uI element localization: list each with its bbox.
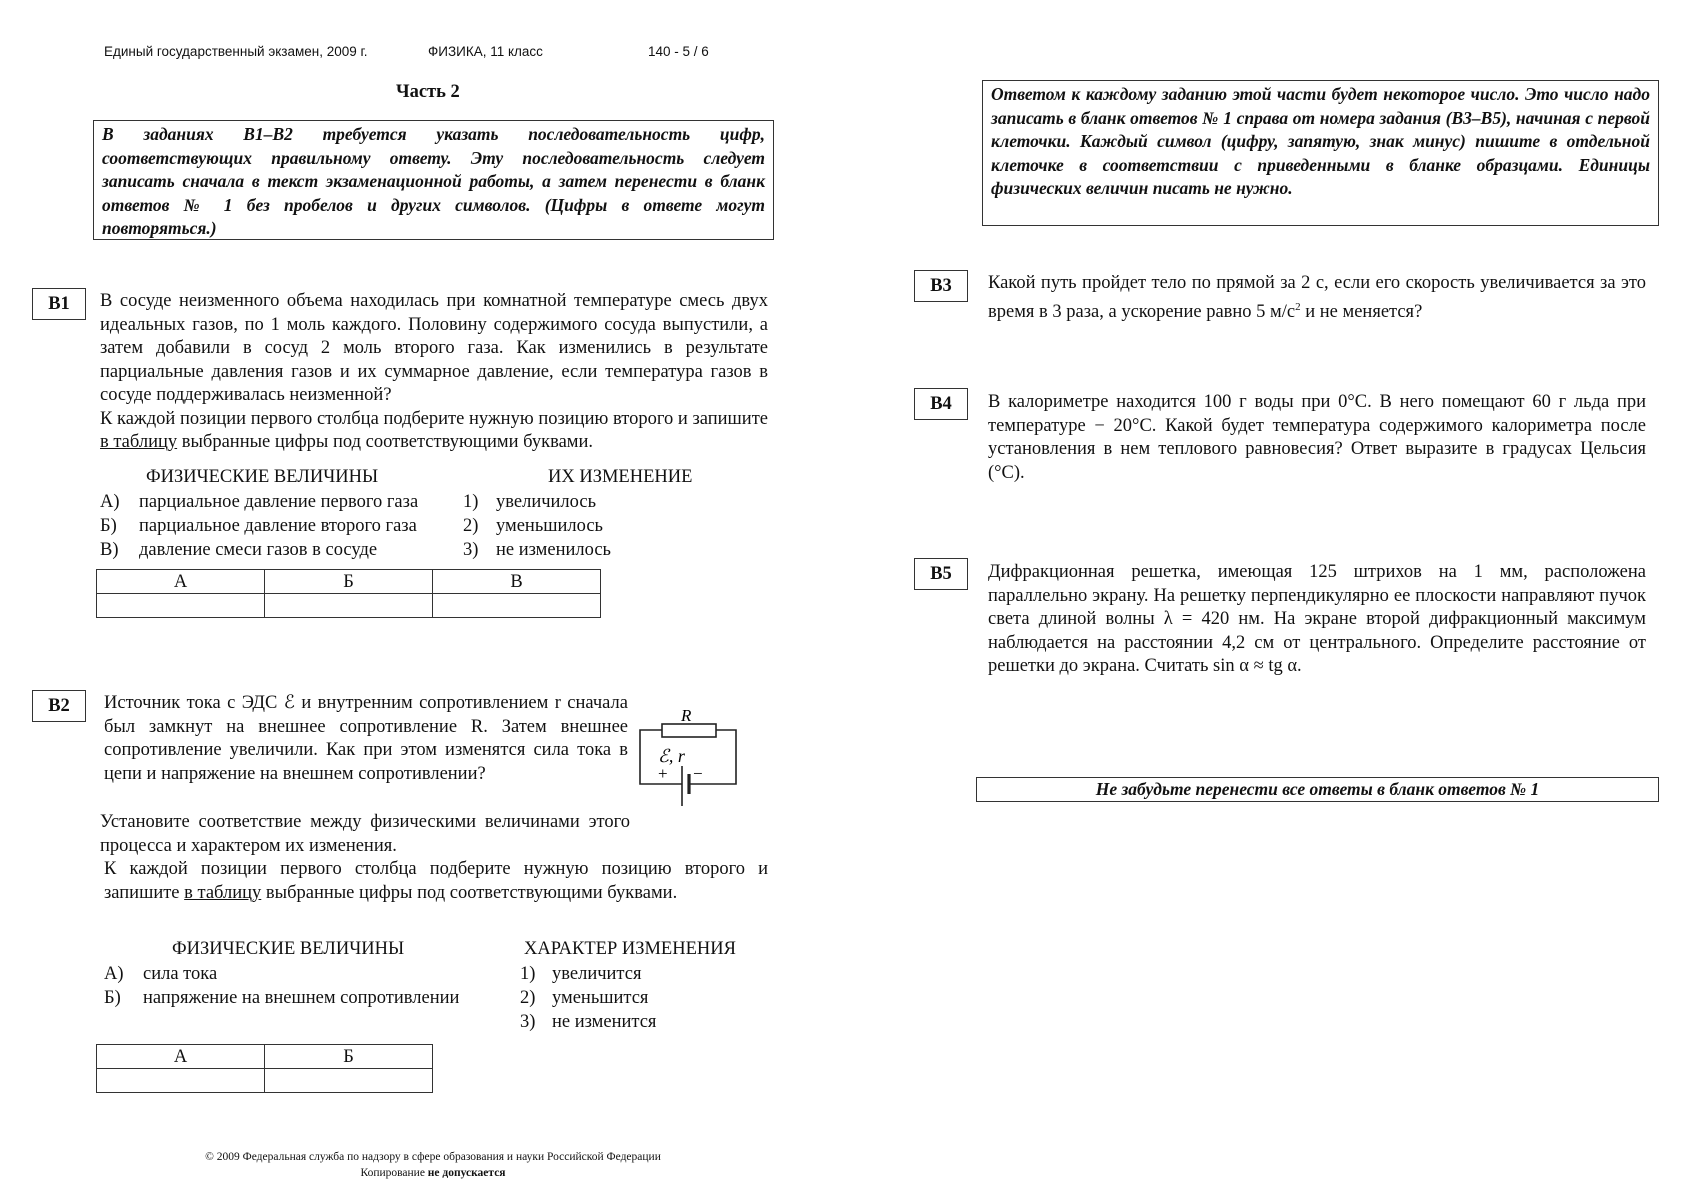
circuit-diagram [636,706,742,810]
b1-right-item: 2) [463,516,479,536]
b2-right-item-text: не изменится [552,1012,657,1032]
b2-question: Источник тока с ЭДС ℰ и внутренним сопротивлением r сначала был замкнут на внешнее сопротивление R. Затем внешнее сопротивление увеличили. Как при этом изменятся сила тока в цепи и напряжение на внешнем сопротивлении? [104,693,628,784]
b1-right-item-text: увеличилось [496,492,597,512]
subject-title: ФИЗИКА, 11 класс [428,44,543,59]
task-b1-text [100,290,768,455]
b1-answer-cell[interactable] [265,594,433,618]
resistor-icon [662,724,716,737]
b2-answer-table [96,1044,433,1093]
part-title: Часть 2 [396,82,460,102]
b2-right-item-text: увеличится [552,964,642,984]
b1-right-item-text: уменьшилось [496,516,603,536]
b1-table-header: Б [265,570,433,594]
b2-right-item: 2) [520,988,536,1008]
task-label-b4: B4 [914,388,968,420]
b5-question: Дифракционная решетка, имеющая 125 штрихов на 1 мм, расположена параллельно экрану. На решетку перпендикулярно ее плоскости направляют пучок света длиной волны λ = 420 нм. На экране второй дифракционный максимум наблюдается на расстоянии 4,2 см от центрального. Определите расстояние от решетки до экрана. Считать sin α ≈ tg α. [988,562,1646,676]
b1-left-item-text: парциальное давление второго газа [139,516,417,536]
source-label: ℰ, r [658,746,685,766]
b2-left-item-text: сила тока [143,964,218,984]
b1-right-item-text: не изменилось [496,540,611,560]
plus-sign: + [658,764,668,783]
copyright-line: © 2009 Федеральная служба по надзору в сфере образования и науки Российской Федерации [205,1151,661,1163]
minus-sign: − [693,764,703,783]
instruction-left: В заданиях В1–В2 требуется указать последовательность цифр, соответствующих правильному ответу. Эту последовательность следует записать сначала в текст экзаменационной работы, а затем перенести в бланк ответов № 1 без пробелов и других символов. (Цифры в ответе могут повторяться.) [93,120,774,240]
b2-left-item: А) [104,964,124,984]
b2-right-item: 3) [520,1012,536,1032]
task-label-b3: B3 [914,270,968,302]
b1-answer-table [96,569,601,618]
b1-col-left-header: ФИЗИЧЕСКИЕ ВЕЛИЧИНЫ [146,467,379,487]
page-number: 140 - 5 / 6 [648,44,709,59]
b1-left-item: Б) [100,516,117,536]
instruction-right: Ответом к каждому заданию этой части будет некоторое число. Это число надо записать в бланк ответов № 1 справа от номера задания (В3–В5), начиная с первой клеточки. Каждый символ (цифру, запятую, знак минус) пишите в отдельной клеточке в соответствии с приведенными в бланке образцами. Единицы физических величин писать не нужно. [982,80,1659,226]
b2-table-link: в таблицу [184,882,262,903]
task-label-b1: B1 [32,288,86,320]
b1-left-item-text: парциальное давление первого газа [139,492,419,512]
b2-correspondence: Установите соответствие между физическими величинами этого процесса и характером их изменения. [100,812,630,856]
reminder-banner: Не забудьте перенести все ответы в бланк ответов № 1 [976,777,1659,802]
copy-notice: Копирование не допускается [360,1167,506,1179]
b2-table-header: Б [265,1045,433,1069]
b1-table-header: В [433,570,601,594]
b1-left-item-text: давление смеси газов в сосуде [139,540,378,560]
resistor-label: R [681,706,692,725]
b3-question: Какой путь пройдет тело по прямой за 2 с, если его скорость увеличивается за это время в 3 раза, а ускорение равно 5 $м/с^2$ и не меняется? [988,273,1646,322]
b2-answer-cell[interactable] [97,1069,265,1093]
b1-answer-cell[interactable] [97,594,265,618]
b2-right-item: 1) [520,964,536,984]
task-label-b2: B2 [32,690,86,722]
b2-instruction: К каждой позиции первого столбца подберите нужную позицию второго и запишите в таблицу выбранные цифры под соответствующими буквами. [104,859,768,903]
b1-left-item: А) [100,492,120,512]
b2-col-right-header: ХАРАКТЕР ИЗМЕНЕНИЯ [524,939,736,959]
b1-right-item: 3) [463,540,479,560]
exam-title: Единый государственный экзамен, 2009 г. [104,44,368,59]
b2-right-item-text: уменьшится [552,988,649,1008]
b1-table-link: в таблицу [100,432,178,452]
b2-table-header: А [97,1045,265,1069]
b1-instruction: К каждой позиции первого столбца подберите нужную позицию второго и запишите в таблицу выбранные цифры под соответствующими буквами. [100,408,768,452]
b1-col-right-header: ИХ ИЗМЕНЕНИЕ [548,467,693,487]
b1-left-item: В) [100,540,119,560]
b4-question: В калориметре находится 100 г воды при 0°С. В него помещают 60 г льда при температуре − 20°С. Какой будет температура содержимого калориметра после установления в нем теплового равновесия? Ответ выразите в градусах Цельсия (°С). [988,392,1646,483]
b2-col-left-header: ФИЗИЧЕСКИЕ ВЕЛИЧИНЫ [172,939,405,959]
b1-answer-cell[interactable] [433,594,601,618]
copyright-footer [100,1149,766,1181]
b1-question: В сосуде неизменного объема находилась при комнатной температуре смесь двух идеальных газов, по 1 моль каждого. Половину содержимого сосуда выпустили, а затем добавили в сосуд 2 моль второго газа. Как изменились в результате парциальные давления газов и их суммарное давление, если температура газов в сосуде поддерживалась неизменной? [100,291,768,405]
b2-left-item: Б) [104,988,121,1008]
b1-table-header: А [97,570,265,594]
task-label-b5: B5 [914,558,968,590]
b2-left-item-text: напряжение на внешнем сопротивлении [143,988,460,1008]
b2-answer-cell[interactable] [265,1069,433,1093]
b1-right-item: 1) [463,492,479,512]
